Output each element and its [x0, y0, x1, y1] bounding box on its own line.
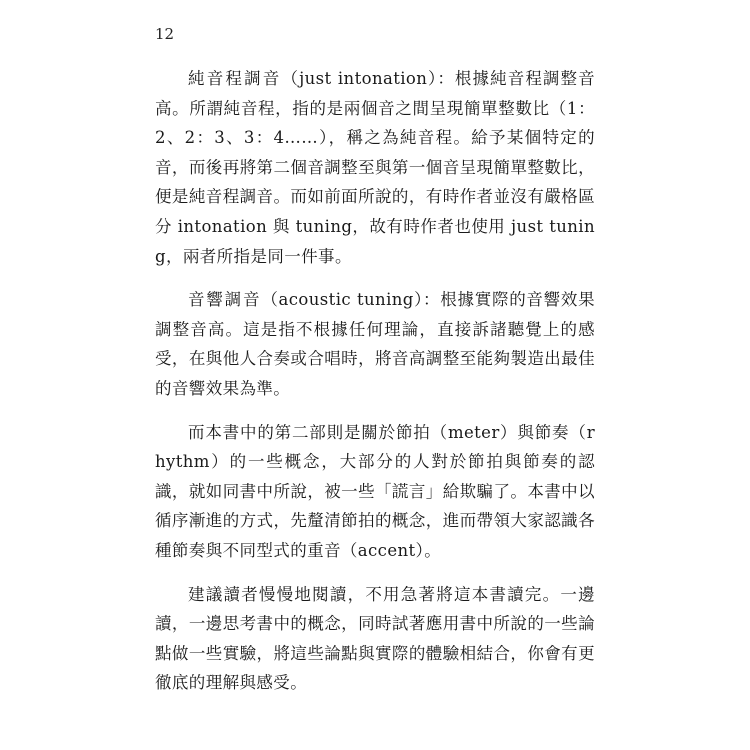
term-just-intonation: 純音程調音 [188, 69, 282, 88]
paragraph-text: （acoustic tuning）：根據實際的音響效果調整音高。這是指不根據任何理論，直接訴諸聽覺上的感受，在與他人合奏或合唱時，將音高調整至能夠製造出最佳的音響效果為準。 [155, 290, 596, 398]
paragraph-text: （just intonation）：根據純音程調整音高。所謂純音程，指的是兩個音之間呈現簡單整數比（1：2、2：3、3：4……），稱之為純音程。給予某個特定的音，而後再將第二個音調整至與第一個音呈現簡單整數比，便是純音程調音。而如前面所說的，有時作者並沒有嚴格區分 intonation 與 tuning，故有時作者也使用 just tuning，兩者所指是同一件事。 [155, 69, 596, 266]
paragraph-text: 建議讀者慢慢地閱讀，不用急著將這本書讀完。一邊讀，一邊思考書中的概念，同時試著應用書中所說的一些論點做一些實驗，將這些論點與實際的體驗相結合，你會有更徹底的理解與感受。 [155, 584, 595, 693]
paragraph-meter-rhythm [155, 418, 595, 566]
page-number: 12 [155, 25, 175, 43]
paragraph-text: 而本書中的第二部則是關於節拍（meter）與節奏（rhythm）的一些概念，大部分的人對於節拍與節奏的認識，就如同書中所說，被一些「謊言」給欺騙了。本書中以循序漸進的方式，先釐清節拍的概念，進而帶領大家認識各種節奏與不同型式的重音（accent）。 [155, 422, 595, 560]
term-acoustic-tuning: 音響調音 [188, 290, 262, 310]
paragraph-just-intonation [155, 64, 595, 271]
paragraph-acoustic-tuning [155, 285, 595, 403]
page-body [155, 64, 595, 712]
paragraph-reading-advice [155, 580, 595, 698]
